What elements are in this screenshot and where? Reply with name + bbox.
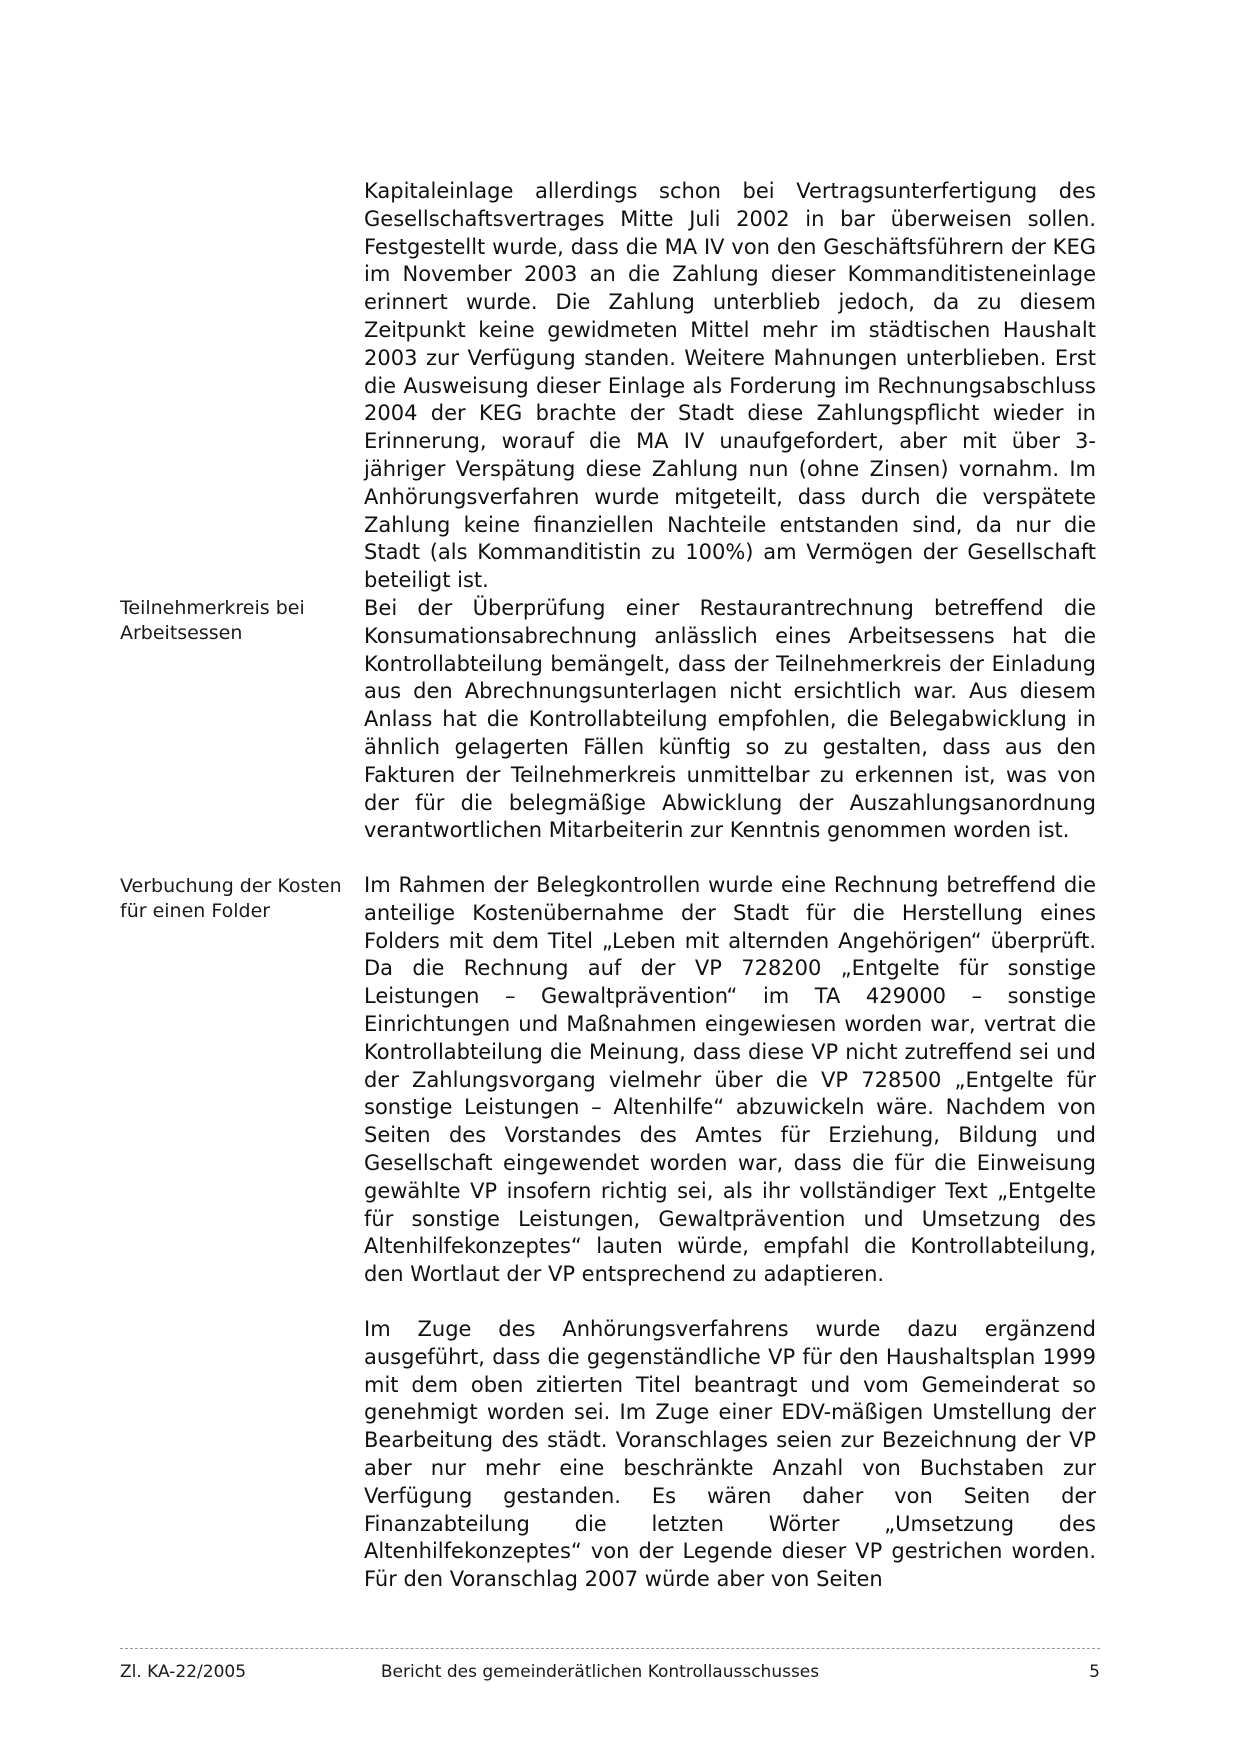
footer-title: Bericht des gemeinderätlichen Kontrollausschusses <box>380 1662 820 1682</box>
paragraph-anhoerungsverfahren: Im Zuge des Anhörungsverfahrens wurde dazu ergänzend ausgeführt, dass die gegenständliche VP für den Haushaltsplan 1999 mit dem oben zitierten Titel beantragt und vom Gemeinderat so genehmigt worden sei. Im Zuge einer EDV-mäßigen Umstellung der Bearbeitung des städt. Voranschlages seien zur Bezeichnung der VP aber nur mehr eine beschränkte Anzahl von Buchstaben zur Verfügung gestanden. Es wären daher von Seiten der Finanzabteilung die letzten Wörter „Umsetzung des Altenhilfekonzeptes“ von der Legende dieser VP gestrichen worden. Für den Voranschlag 2007 würde aber von Seiten <box>364 1317 1096 1592</box>
footer-reference: Zl. KA-22/2005 <box>120 1662 247 1682</box>
paragraph-kapitaleinlage: Kapitaleinlage allerdings schon bei Vertragsunterfertigung des Gesellschaftsvertrages Mitte Juli 2002 in bar überweisen sollen. Festgestellt wurde, dass die MA IV von den Geschäftsführern der KEG im November 2003 an die Zahlung dieser Kommanditisteneinlage erinnert wurde. Die Zahlung unterblieb jedoch, da zu diesem Zeitpunkt keine gewidmeten Mittel mehr im städtischen Haushalt 2003 zur Verfügung standen. Weitere Mahnungen unterblieben. Erst die Ausweisung dieser Einlage als Forderung im Rechnungsabschluss 2004 der KEG brachte der Stadt diese Zahlungspflicht wieder in Erinnerung, worauf die MA IV unaufgefordert, aber mit über 3-jähriger Verspätung diese Zahlung nun (ohne Zinsen) vornahm. Im Anhörungsverfahren wurde mitgeteilt, dass durch die verspätete Zahlung keine finanziellen Nachteile entstanden sind, da nur die Stadt (als Kommanditistin zu 100%) am Vermögen der Gesellschaft beteiligt ist. <box>364 179 1096 593</box>
footer-divider <box>120 1648 1100 1649</box>
side-label-verbuchung: Verbuchung der Kosten für einen Folder <box>120 875 342 922</box>
paragraph-teilnehmerkreis: Bei der Überprüfung einer Restaurantrechnung betreffend die Konsumationsabrechnung anlässlich eines Arbeitsessens hat die Kontrollabteilung bemängelt, dass der Teilnehmerkreis der Einladung aus den Abrechnungsunterlagen nicht ersichtlich war. Aus diesem Anlass hat die Kontrollabteilung empfohlen, die Belegabwicklung in ähnlich gelagerten Fällen künftig so zu gestalten, dass aus den Fakturen der Teilnehmerkreis unmittelbar zu erkennen ist, was von der für die belegmäßige Abwicklung der Auszahlungsanordnung verantwortlichen Mitarbeiterin zur Kenntnis genommen worden ist. <box>364 596 1096 843</box>
paragraph-verbuchung: Im Rahmen der Belegkontrollen wurde eine Rechnung betreffend die anteilige Kostenübernahme der Stadt für die Herstellung eines Folders mit dem Titel „Leben mit alternden Angehörigen“ überprüft. Da die Rechnung auf der VP 728200 „Entgelte für sonstige Leistungen – Gewaltprävention“ im TA 429000 – sonstige Einrichtungen und Maßnahmen eingewiesen worden war, vertrat die Kontrollabteilung die Meinung, dass diese VP nicht zutreffend sei und der Zahlungsvorgang vielmehr über die VP 728500 „Entgelte für sonstige Leistungen – Altenhilfe“ abzuwickeln wäre. Nachdem von Seiten des Vorstandes des Amtes für Erziehung, Bildung und Gesellschaft eingewendet worden war, dass die für die Einweisung gewählte VP insofern richtig sei, als ihr vollständiger Text „Entgelte für sonstige Leistungen, Gewaltprävention und Umsetzung des Altenhilfekonzeptes“ lauten würde, empfahl die Kontrollabteilung, den Wortlaut der VP entsprechend zu adaptieren. <box>364 873 1096 1287</box>
side-label-teilnehmerkreis: Teilnehmerkreis bei Arbeitsessen <box>120 597 305 644</box>
page-number: 5 <box>1089 1662 1100 1682</box>
